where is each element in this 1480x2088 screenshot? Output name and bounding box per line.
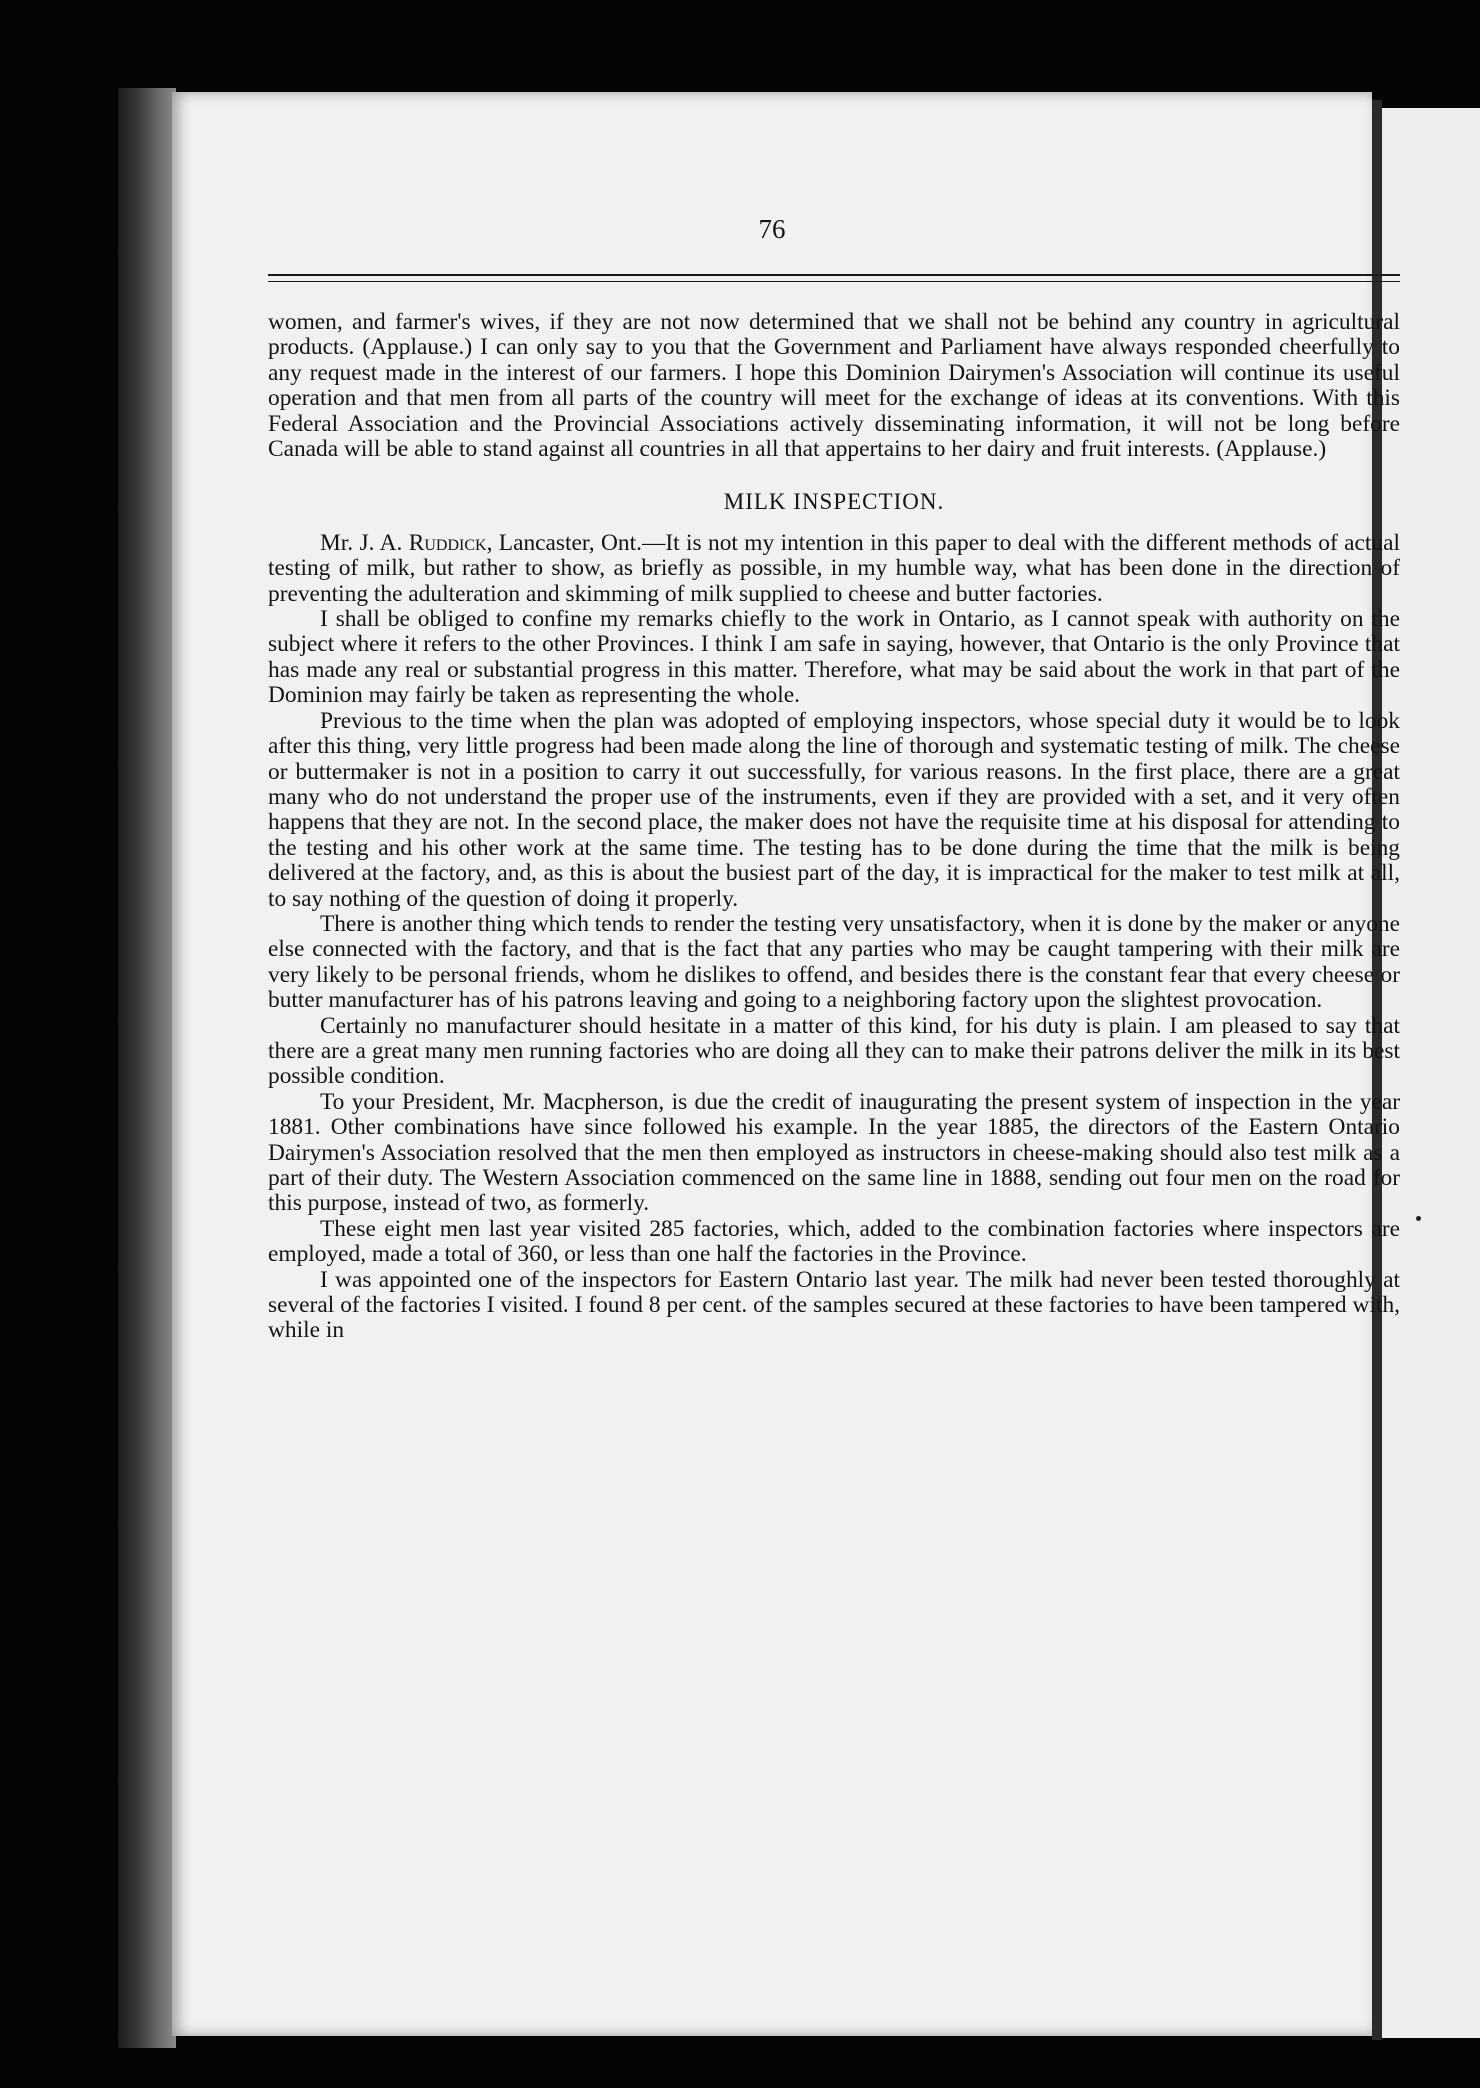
paragraph-4: There is another thing which tends to render the testing very unsatisfactory, when it is done by the maker or anyone else connected with the factory, and that is the fact that any parties who may be caught tampering with their milk are very likely to be personal friends, whom he dislikes to offend, and besides there is the constant fear that every cheese or butter manufacturer has of his patrons leaving and going to a neighboring factory upon the slightest provocation. xyxy=(268,910,1400,1014)
ink-speck xyxy=(1416,1216,1421,1221)
paragraph-5: Certainly no manufacturer should hesitate in a matter of this kind, for his duty is plain. I am pleased to say that there are a great many men running factories who are doing all they can to make their patrons deliver the milk in its best possible condition. xyxy=(268,1012,1400,1090)
speaker-suffix: , Lancaster, Ont.— xyxy=(486,529,666,556)
section-heading: MILK INSPECTION. xyxy=(723,489,945,515)
speaker-prefix: Mr. J. A. xyxy=(320,529,409,556)
paragraph-6: To your President, Mr. Macpherson, is due the credit of inaugurating the present system of inspection in the year 1881. Other combinations have since followed his example. In the year 1885, the directors of the Eastern Ontario Dairymen's Association resolved that the men then employed as instructors in cheese-making should also test milk as a part of their duty. The Western Association commenced on the same line in 1888, sending out four men on the road for this purpose, instead of two, as formerly. xyxy=(268,1088,1400,1217)
page-number: 76 xyxy=(758,214,786,244)
paragraph-3: Previous to the time when the plan was adopted of employing inspectors, whose special duty it would be to look after this thing, very little progress had been made along the line of thorough and systematic testing of milk. The cheese or buttermaker is not in a position to carry it out successfully, for various reasons. In the first place, there are a great many who do not understand the proper use of the instruments, even if they are provided with a set, and it very often happens that they are not. In the second place, the maker does not have the requisite time at his disposal for attending to the testing and his other work at the same time. The testing has to be done during the time that the milk is being delivered at the factory, and, as this is about the busiest part of the day, it is impractical for the maker to test milk at all, to say nothing of the question of doing it properly. xyxy=(268,707,1400,912)
paragraph-7: These eight men last year visited 285 factories, which, added to the combination factories where inspectors are employed, made a total of 360, or less than one half the factories in the Province. xyxy=(268,1215,1400,1268)
paragraph-8: I was appointed one of the inspectors for Eastern Ontario last year. The milk had never been tested thoroughly at several of the factories I visited. I found 8 per cent. of the samples secured at these factories to have been tampered with, while in xyxy=(268,1266,1400,1344)
book-page xyxy=(172,92,1401,2036)
intro-paragraph: women, and farmer's wives, if they are not now determined that we shall not be behind any country in agricultural products. (Applause.) I can only say to you that the Government and Parliament have always responded cheerfully to any request made in the interest of our farmers. I hope this Dominion Dairymen's Association will continue its useful operation and that men from all parts of the country will meet for the exchange of ideas at its conventions. With this Federal Association and the Provincial Associations actively disseminating information, it will not be long before Canada will be able to stand against all countries in all that appertains to her dairy and fruit interests. (Applause.) xyxy=(268,309,1400,463)
header-rule-thick xyxy=(268,274,1400,276)
paragraph-1 xyxy=(268,531,1400,607)
paragraph-1-text: It is not my intention in this paper to deal with the different methods of actual testing of milk, but rather to show, as briefly as possible, in my humble way, what has been done in the direction of preventing the adulteration and skimming of milk supplied to cheese and butter factories. xyxy=(268,529,1401,607)
speaker-name: Ruddick xyxy=(408,529,487,556)
book-spine xyxy=(118,88,176,2048)
header-rule-thin xyxy=(268,281,1400,282)
page-body xyxy=(268,310,1400,1344)
paragraph-2: I shall be obliged to confine my remarks chiefly to the work in Ontario, as I cannot speak with authority on the subject where it refers to the other Provinces. I think I am safe in saying, however, that Ontario is the only Province that has made any real or substantial progress in this matter. Therefore, what may be said about the work in that part of the Dominion may fairly be taken as representing the whole. xyxy=(268,606,1400,709)
